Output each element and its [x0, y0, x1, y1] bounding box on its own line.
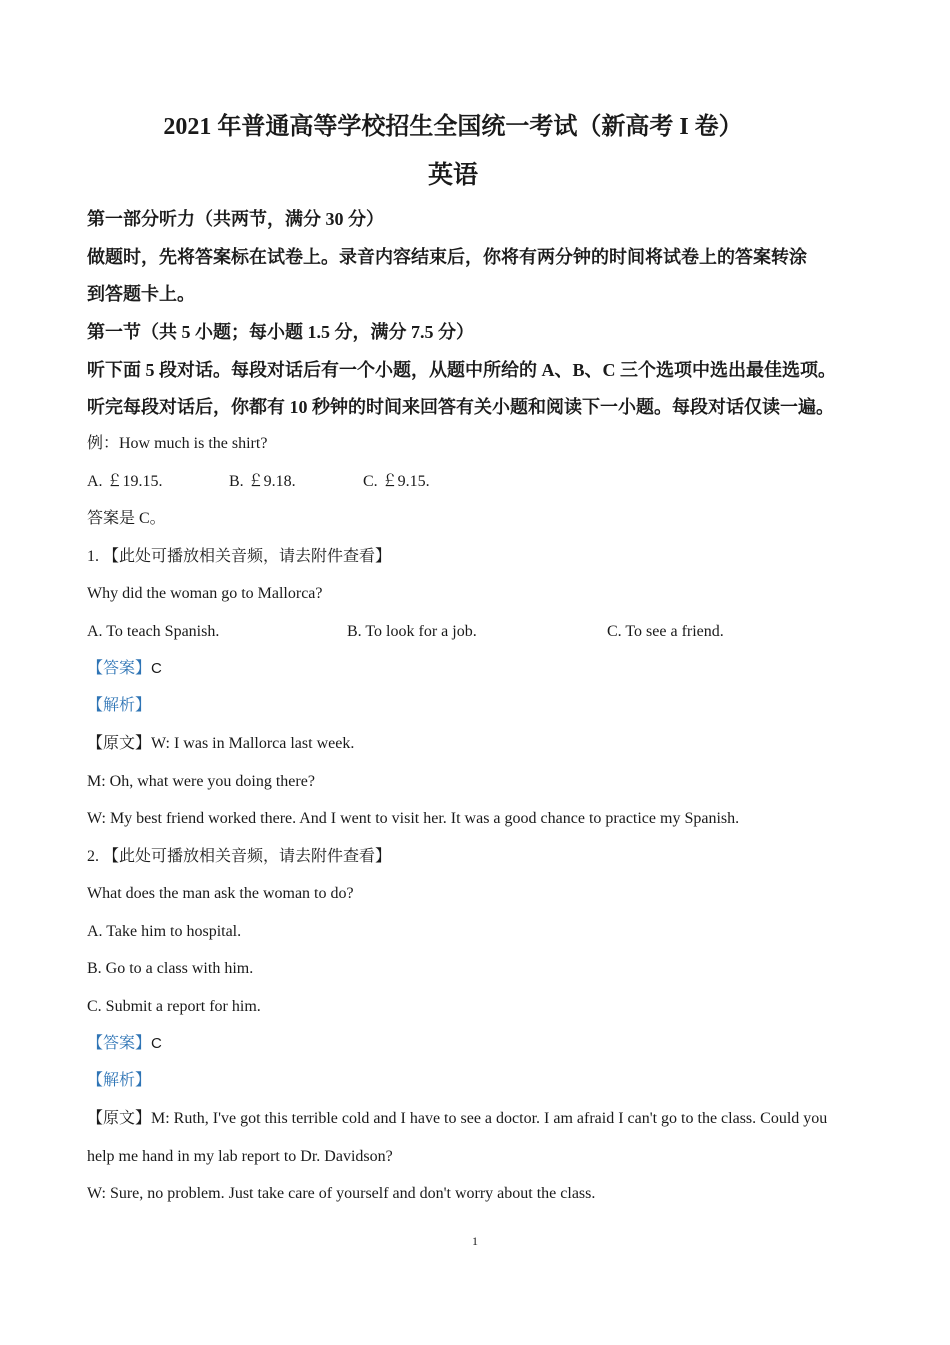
question-2-header: 2. 【此处可播放相关音频，请去附件查看】 [87, 848, 392, 865]
example-option-c: C. ￡9.15. [363, 473, 430, 490]
part1-heading: 第一部分听力（共两节，满分 30 分） [87, 209, 384, 229]
question-2-text: What does the man ask the woman to do? [87, 885, 354, 902]
answer-value: C [151, 660, 162, 677]
example-option-b: B. ￡9.18. [229, 473, 296, 490]
section1-heading: 第一节（共 5 小题；每小题 1.5 分，满分 7.5 分） [87, 322, 474, 342]
page-number: 1 [472, 1234, 478, 1248]
example-option-a: A. ￡19.15. [87, 473, 163, 490]
question-1-option-b: B. To look for a job. [347, 623, 477, 640]
question-1-answer [87, 659, 162, 679]
section1-instruction-line1: 听下面 5 段对话。每段对话后有一个小题，从题中所给的 A、B、C 三个选项中选出最佳选项。 [87, 360, 836, 380]
exam-title: 2021 年普通高等学校招生全国统一考试（新高考 I 卷） [163, 114, 743, 140]
question-2-transcript-line1: 【原文】M: Ruth, I've got this terrible cold and I have to see a doctor. I am afraid I can't go to the class. Could you [87, 1110, 828, 1127]
question-1-transcript-line2: M: Oh, what were you doing there? [87, 773, 315, 790]
example-answer: 答案是 C。 [87, 510, 166, 527]
part1-instruction-line2: 到答题卡上。 [87, 284, 195, 304]
question-1-analysis-label: 【解析】 [87, 697, 152, 714]
subject-title: 英语 [427, 162, 478, 189]
question-1-text: Why did the woman go to Mallorca? [87, 585, 323, 602]
question-2-option-c: C. Submit a report for him. [87, 998, 261, 1015]
question-2-transcript-line3: W: Sure, no problem. Just take care of yourself and don't worry about the class. [87, 1185, 596, 1202]
question-1-transcript-line1: 【原文】W: I was in Mallorca last week. [87, 735, 355, 752]
question-1-option-c: C. To see a friend. [607, 623, 724, 640]
question-2-transcript-line2: help me hand in my lab report to Dr. Davidson? [87, 1148, 393, 1165]
example-question: 例：How much is the shirt? [87, 435, 268, 452]
answer-value: C [151, 1035, 162, 1052]
question-2-answer [87, 1034, 162, 1054]
answer-label: 【答案】 [87, 660, 152, 677]
part1-instruction-line1: 做题时，先将答案标在试卷上。录音内容结束后，你将有两分钟的时间将试卷上的答案转涂 [87, 247, 807, 267]
question-2-option-a: A. Take him to hospital. [87, 923, 242, 940]
question-2-analysis-label: 【解析】 [87, 1072, 152, 1089]
question-1-transcript-line3: W: My best friend worked there. And I went to visit her. It was a good chance to practice my Spanish. [87, 810, 740, 827]
section1-instruction-line2: 听完每段对话后，你都有 10 秒钟的时间来回答有关小题和阅读下一小题。每段对话仅读一遍。 [87, 397, 834, 417]
question-2-option-b: B. Go to a class with him. [87, 960, 254, 977]
answer-label: 【答案】 [87, 1035, 152, 1052]
question-1-option-a: A. To teach Spanish. [87, 623, 220, 640]
question-1-header: 1. 【此处可播放相关音频，请去附件查看】 [87, 548, 392, 565]
